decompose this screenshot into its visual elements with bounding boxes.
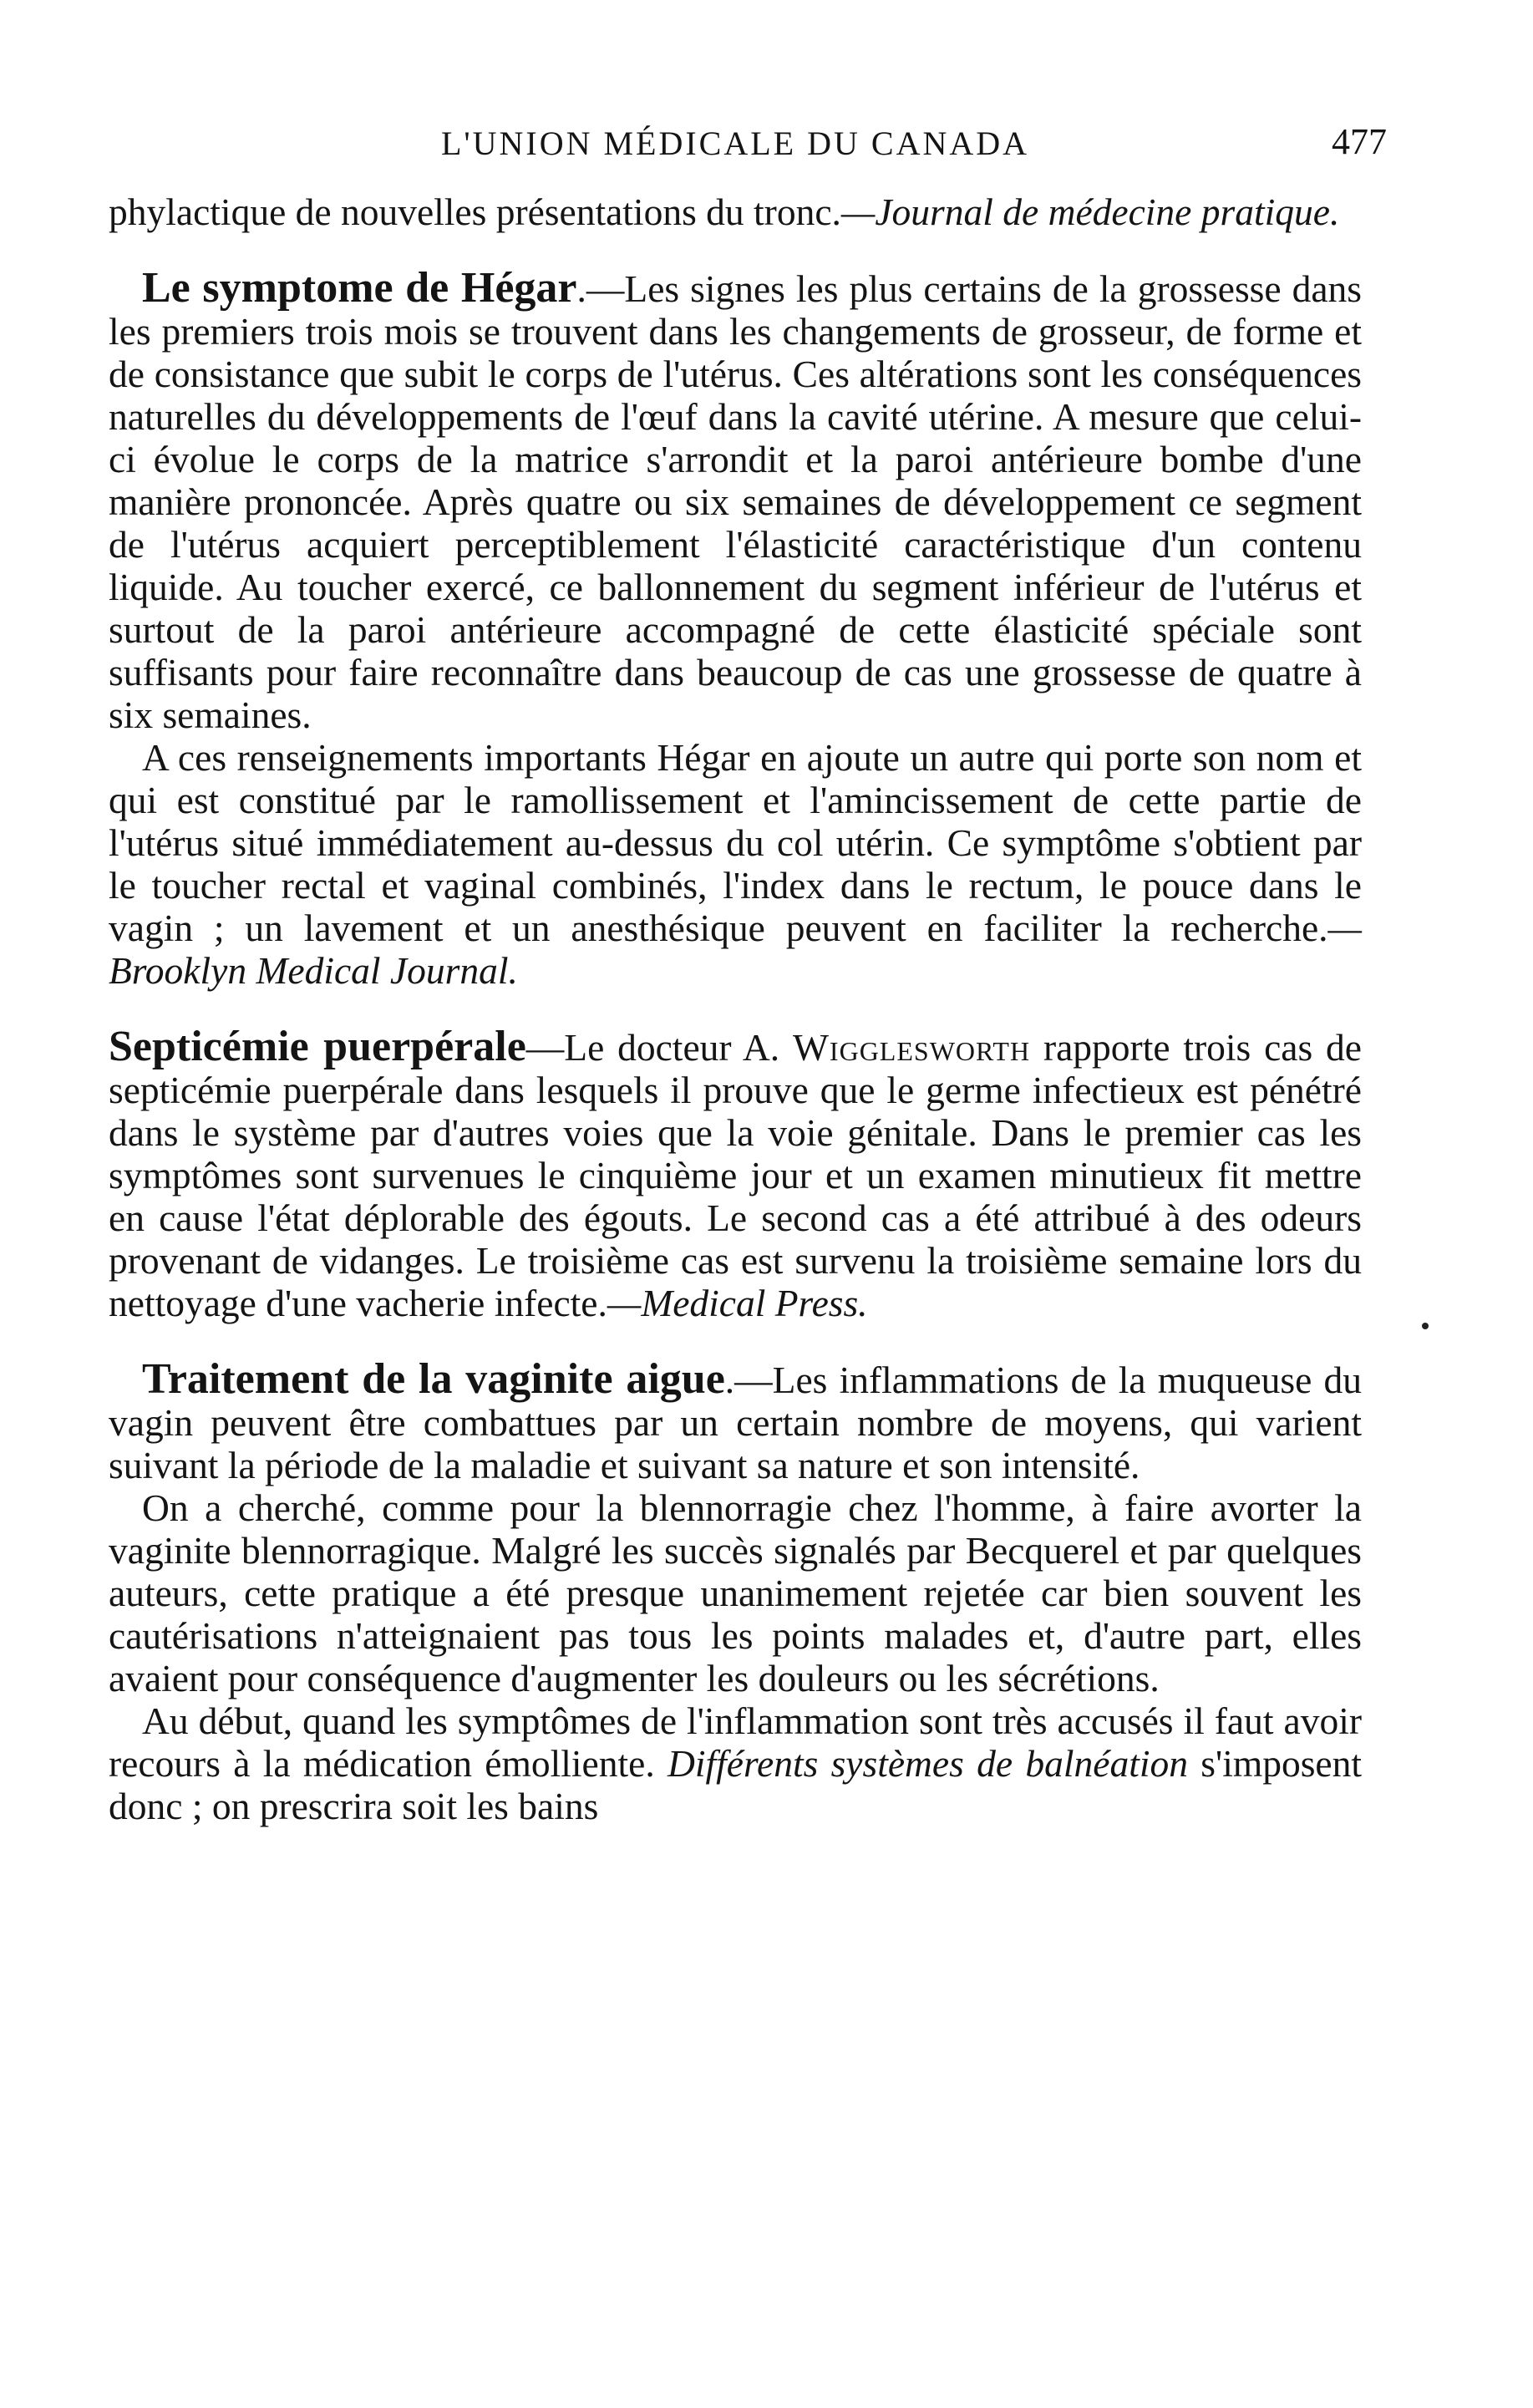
margin-dot xyxy=(1422,1323,1429,1329)
septicemie-paragraph xyxy=(109,1025,1362,1324)
vaginite-paragraph-1 xyxy=(109,1355,1362,1486)
septicemie-lead: —Le docteur A. xyxy=(525,1026,793,1069)
page-number: 477 xyxy=(1332,121,1387,162)
vaginite-paragraph-2: On a cherché, comme pour la blennorragie chez l'homme, à faire avorter la vaginite blennorragique. Malgré les succès signalés par Becquerel et par quelques auteurs, cette pratique a été presque unanimement rejetée car bien souvent les cautérisations n'atteignaient pas tous les points malades et, d'autre part, elles avaient pour conséquence d'augmenter les douleurs ou les sécrétions. xyxy=(109,1486,1362,1699)
article-hegar xyxy=(109,264,1362,992)
hegar-paragraph-2 xyxy=(109,736,1362,992)
article-vaginite xyxy=(109,1355,1363,1827)
vaginite-p3-end: s'imposent donc ; on prescrira soit les bains xyxy=(109,1742,1363,1827)
vaginite-p3-start: Au début, quand les symptômes de l'inflammation sont très accusés il faut avoir recours à la médication émolliente. xyxy=(109,1699,1362,1785)
hegar-source: —Brooklyn Medical Journal. xyxy=(109,907,1362,992)
author-name: Wigglesworth xyxy=(792,1026,1031,1069)
intro-paragraph xyxy=(109,191,1362,233)
running-head xyxy=(109,109,1387,175)
body-text xyxy=(109,191,1362,1827)
running-title: L'UNION MÉDICALE DU CANADA xyxy=(440,124,1030,162)
article-title-septicemie: Septicémie puerpérale xyxy=(109,1023,526,1070)
vaginite-lead: .—Les inflammations de la muqueuse du vagin peuvent être combattues par un certain nombre de moyens, qui varient suivant la période de la maladie et suivant sa nature et son intensité. xyxy=(109,1359,1362,1486)
vaginite-p3-italic: Différents systèmes de balnéation xyxy=(668,1742,1188,1785)
hegar-lead: .—Les signes les plus certains de la grossesse dans les premiers trois mois se trouvent dans les changements de grosseur, de forme et de consistance que subit le corps de l'utérus. Ces altérations sont les conséquences naturelles du développements de l'œuf dans la cavité utérine. A mesure que celui-ci évolue le corps de la matrice s'arrondit et la paroi antérieure bombe d'une manière prononcée. Après quatre ou six semaines de développement ce segment de l'utérus acquiert perceptiblement l'élasticité caractéristique d'un contenu liquide. Au toucher exercé, ce ballonnement du segment inférieur de l'utérus et surtout de la paroi antérieure accompagné de cette élasticité spéciale sont suffisants pour faire reconnaître dans beaucoup de cas une grossesse de quatre à six semaines. xyxy=(109,267,1362,736)
article-septicemie xyxy=(109,1025,1362,1324)
septicemie-text: rapporte trois cas de septicémie puerpérale dans lesquels il prouve que le germe infectieux est pénétré dans le système par d'autres voies que la voie génitale. Dans le premier cas les symptômes sont survenues le cinquième jour et un examen minutieux fit mettre en cause l'état déplorable des égouts. Le second cas a été attribué à des odeurs provenant de vidanges. Le troisième cas est survenu la troisième semaine lors du nettoyage d'une vacherie infecte. xyxy=(109,1026,1363,1324)
article-title-vaginite: Traitement de la vaginite aigue xyxy=(142,1355,725,1403)
intro-source: —Journal de médecine pratique. xyxy=(840,191,1340,233)
septicemie-source: —Medical Press. xyxy=(607,1282,868,1324)
vaginite-paragraph-3 xyxy=(109,1699,1362,1827)
article-title-hegar: Le symptome de Hégar xyxy=(142,264,577,312)
hegar-text: A ces renseignements importants Hégar en ajoute un autre qui porte son nom et qui est constitué par le ramollissement et l'amincissement de cette partie de l'utérus situé immédiatement au-dessus du col utérin. Ce symptôme s'obtient par le toucher rectal et vaginal combinés, l'index dans le rectum, le pouce dans le vagin ; un lavement et un anesthésique peuvent en faciliter la recherche. xyxy=(109,736,1362,949)
hegar-paragraph-1 xyxy=(109,264,1362,736)
intro-text: phylactique de nouvelles présentations du tronc. xyxy=(109,191,841,233)
page xyxy=(109,109,1387,1827)
